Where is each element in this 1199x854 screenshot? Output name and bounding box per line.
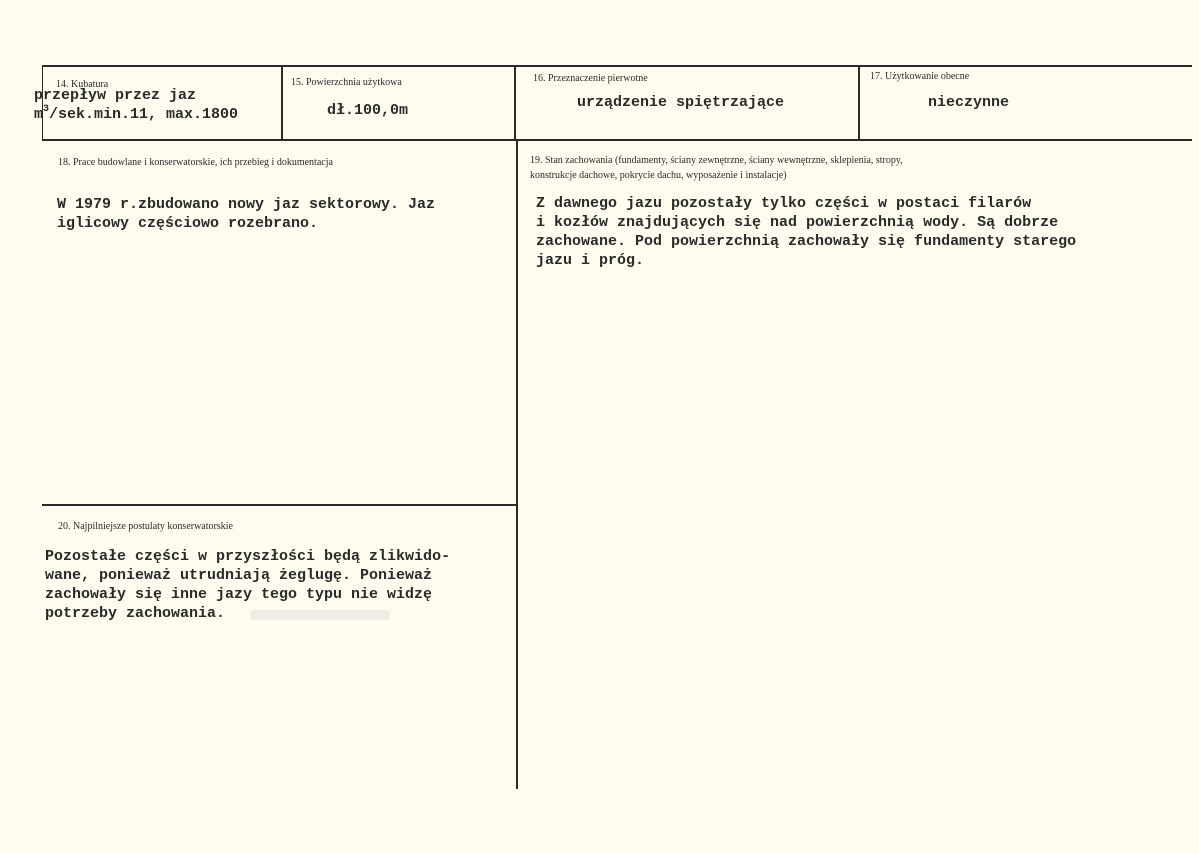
field-17-label: 17. Użytkowanie obecne: [870, 71, 970, 82]
divider-16-17: [858, 65, 860, 141]
field-17-value: nieczynne: [928, 94, 1010, 111]
field-19-label-line2: konstrukcje dachowe, pokrycie dachu, wyposażenie i instalacje): [530, 170, 787, 181]
field-14-label: 14. Kubatura: [56, 79, 109, 90]
divider-14-15: [281, 65, 283, 141]
divider-15-16: [514, 65, 516, 141]
field-15-value: dł.100,0m: [327, 102, 409, 119]
field-14-line1: przepływ przez jaz: [34, 87, 197, 104]
field-19-label-line1: 19. Stan zachowania (fundamenty, ściany zewnętrzne, ściany wewnętrzne, sklepienia, stropy,: [530, 155, 903, 166]
field-20-label: 20. Najpilniejsze postulaty konserwatorskie: [58, 521, 233, 532]
field-14-line2-rest: /sek.min.11, max.1800: [49, 106, 239, 123]
field-15-label: 15. Powierzchnia użytkowa: [291, 77, 402, 88]
top-rule: [42, 65, 1192, 67]
field-18-label: 18. Prace budowlane i konserwatorskie, ich przebieg i dokumentacja: [58, 157, 333, 168]
field-20-text: Pozostałe części w przyszłości będą zlikwido- wane, ponieważ utrudniają żeglugę. Ponieważ zachowały się inne jazy tego typu nie widzę potrzeby zachowania.: [45, 548, 451, 622]
field-16-label: 16. Przeznaczenie pierwotne: [533, 73, 648, 84]
field-14-value: [34, 86, 238, 126]
row1-bottom-rule: [42, 139, 1192, 141]
field-14-line2-prefix: m: [34, 106, 44, 123]
field-19-text: Z dawnego jazu pozostały tylko części w postaci filarów i kozłów znajdujących się nad powierzchnią wody. Są dobrze zachowane. Pod powierzchnią zachowały się fundamenty starego jazu i próg.: [536, 195, 1077, 269]
center-vertical-rule: [516, 139, 518, 789]
field-16-value: urządzenie spiętrzające: [577, 94, 785, 111]
field-18-text: W 1979 r.zbudowano nowy jaz sektorowy. Jaz iglicowy częściowo rozebrano.: [57, 196, 436, 232]
row2-bottom-rule: [42, 504, 516, 506]
field-14-line2-superscript: 3: [43, 104, 50, 115]
ink-smudge: [250, 610, 390, 620]
